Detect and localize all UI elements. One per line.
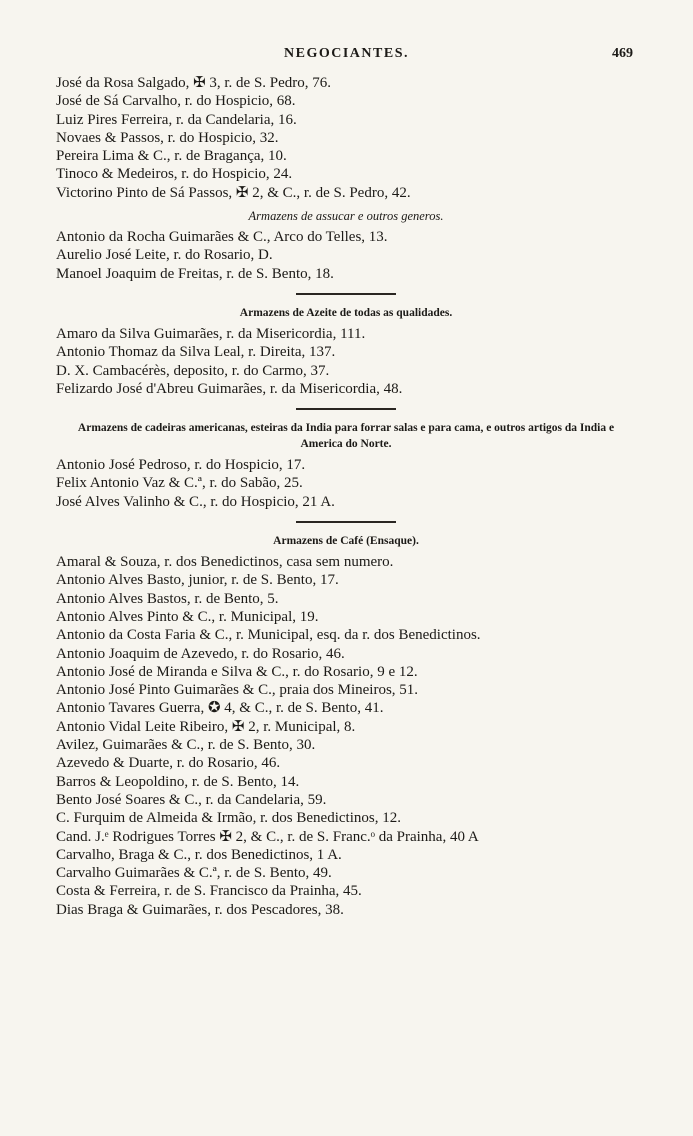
directory-entry: Felix Antonio Vaz & C.ª, r. do Sabão, 25. [56,475,303,492]
directory-entry: Manoel Joaquim de Freitas, r. de S. Bento, 18. [56,265,334,282]
directory-entry: Luiz Pires Ferreira, r. da Candelaria, 16. [56,111,297,128]
directory-entry: Antonio Thomaz da Silva Leal, r. Direita, 137. [56,344,336,361]
directory-entry: Pereira Lima & C., r. de Bragança, 10. [56,148,287,165]
directory-entry: Tinoco & Medeiros, r. do Hospicio, 24. [56,166,293,183]
directory-entry: Costa & Ferreira, r. de S. Francisco da Prainha, 45. [56,883,362,900]
directory-entry: Antonio da Rocha Guimarães & C., Arco do Telles, 13. [56,229,388,246]
directory-entry: Antonio Tavares Guerra, ✪ 4, & C., r. de S. Bento, 41. [56,700,384,717]
directory-entry: Amaral & Souza, r. dos Benedictinos, casa sem numero. [56,554,394,571]
directory-entry: Antonio José Pinto Guimarães & C., praia dos Mineiros, 51. [56,682,419,699]
directory-entry: C. Furquim de Almeida & Irmão, r. dos Benedictinos, 12. [56,810,401,827]
section-heading: Armazens de Azeite de todas as qualidades. [239,306,453,319]
running-head: NEGOCIANTES. [284,46,409,61]
section-negociantes-continued [56,74,636,202]
directory-entry: Carvalho, Braga & C., r. dos Benedictinos, 1 A. [56,846,342,863]
directory-entry: Novaes & Passos, r. do Hospicio, 32. [56,129,279,146]
directory-entry: Felizardo José d'Abreu Guimarães, r. da Misericordia, 48. [56,380,403,397]
section-divider [296,408,396,410]
directory-entry: Carvalho Guimarães & C.ª, r. de S. Bento, 49. [56,865,332,882]
section-armazens-cadeiras [56,420,636,511]
directory-entry: Avilez, Guimarães & C., r. de S. Bento, 30. [56,737,316,754]
directory-entry: Azevedo & Duarte, r. do Rosario, 46. [56,755,281,772]
section-divider [296,293,396,295]
directory-entry: Dias Braga & Guimarães, r. dos Pescadores, 38. [56,901,344,918]
directory-entry: Antonio José Pedroso, r. do Hospicio, 17. [56,457,306,474]
section-divider [296,521,396,523]
directory-entry: Antonio José de Miranda e Silva & C., r. do Rosario, 9 e 12. [56,663,418,680]
section-heading: Armazens de cadeiras americanas, esteiras da India para forrar salas e para cama, e outros artigos da India e America do Norte. [77,422,615,451]
directory-entry: Antonio Alves Basto, junior, r. de S. Bento, 17. [56,572,339,589]
directory-entry: Antonio Joaquim de Azevedo, r. do Rosario, 46. [56,645,345,662]
directory-entry: Antonio da Costa Faria & C., r. Municipal, esq. da r. dos Benedictinos. [56,627,481,644]
directory-content [56,74,636,919]
section-armazens-azeite [56,305,636,398]
directory-entry: Antonio Vidal Leite Ribeiro, ✠ 2, r. Municipal, 8. [56,718,356,735]
directory-entry: Bento José Soares & C., r. da Candelaria, 59. [56,791,327,808]
directory-entry: D. X. Cambacérès, deposito, r. do Carmo, 37. [56,362,330,379]
page-header [0,46,693,68]
directory-entry: Antonio Alves Bastos, r. de Bento, 5. [56,590,279,607]
section-heading: Armazens de assucar e outros generos. [248,209,444,224]
section-heading: Armazens de Café (Ensaque). [273,535,419,548]
directory-entry: José Alves Valinho & C., r. do Hospicio, 21 A. [56,493,335,510]
directory-entry: José da Rosa Salgado, ✠ 3, r. de S. Pedro, 76. [56,75,332,91]
directory-entry: Victorino Pinto de Sá Passos, ✠ 2, & C., r. de S. Pedro, 42. [56,184,411,201]
directory-entry: José de Sá Carvalho, r. do Hospicio, 68. [56,93,296,110]
directory-entry: Antonio Alves Pinto & C., r. Municipal, 19. [56,608,319,625]
directory-entry: Cand. J.ᵉ Rodrigues Torres ✠ 2, & C., r. de S. Franc.ᵒ da Prainha, 40 A [56,828,479,845]
directory-entry: Barros & Leopoldino, r. de S. Bento, 14. [56,773,300,790]
directory-entry: Amaro da Silva Guimarães, r. da Misericordia, 111. [56,325,366,342]
page-number: 469 [612,46,633,61]
section-armazens-cafe [56,533,636,919]
section-armazens-assucar [56,208,636,283]
directory-entry: Aurelio José Leite, r. do Rosario, D. [56,247,273,264]
